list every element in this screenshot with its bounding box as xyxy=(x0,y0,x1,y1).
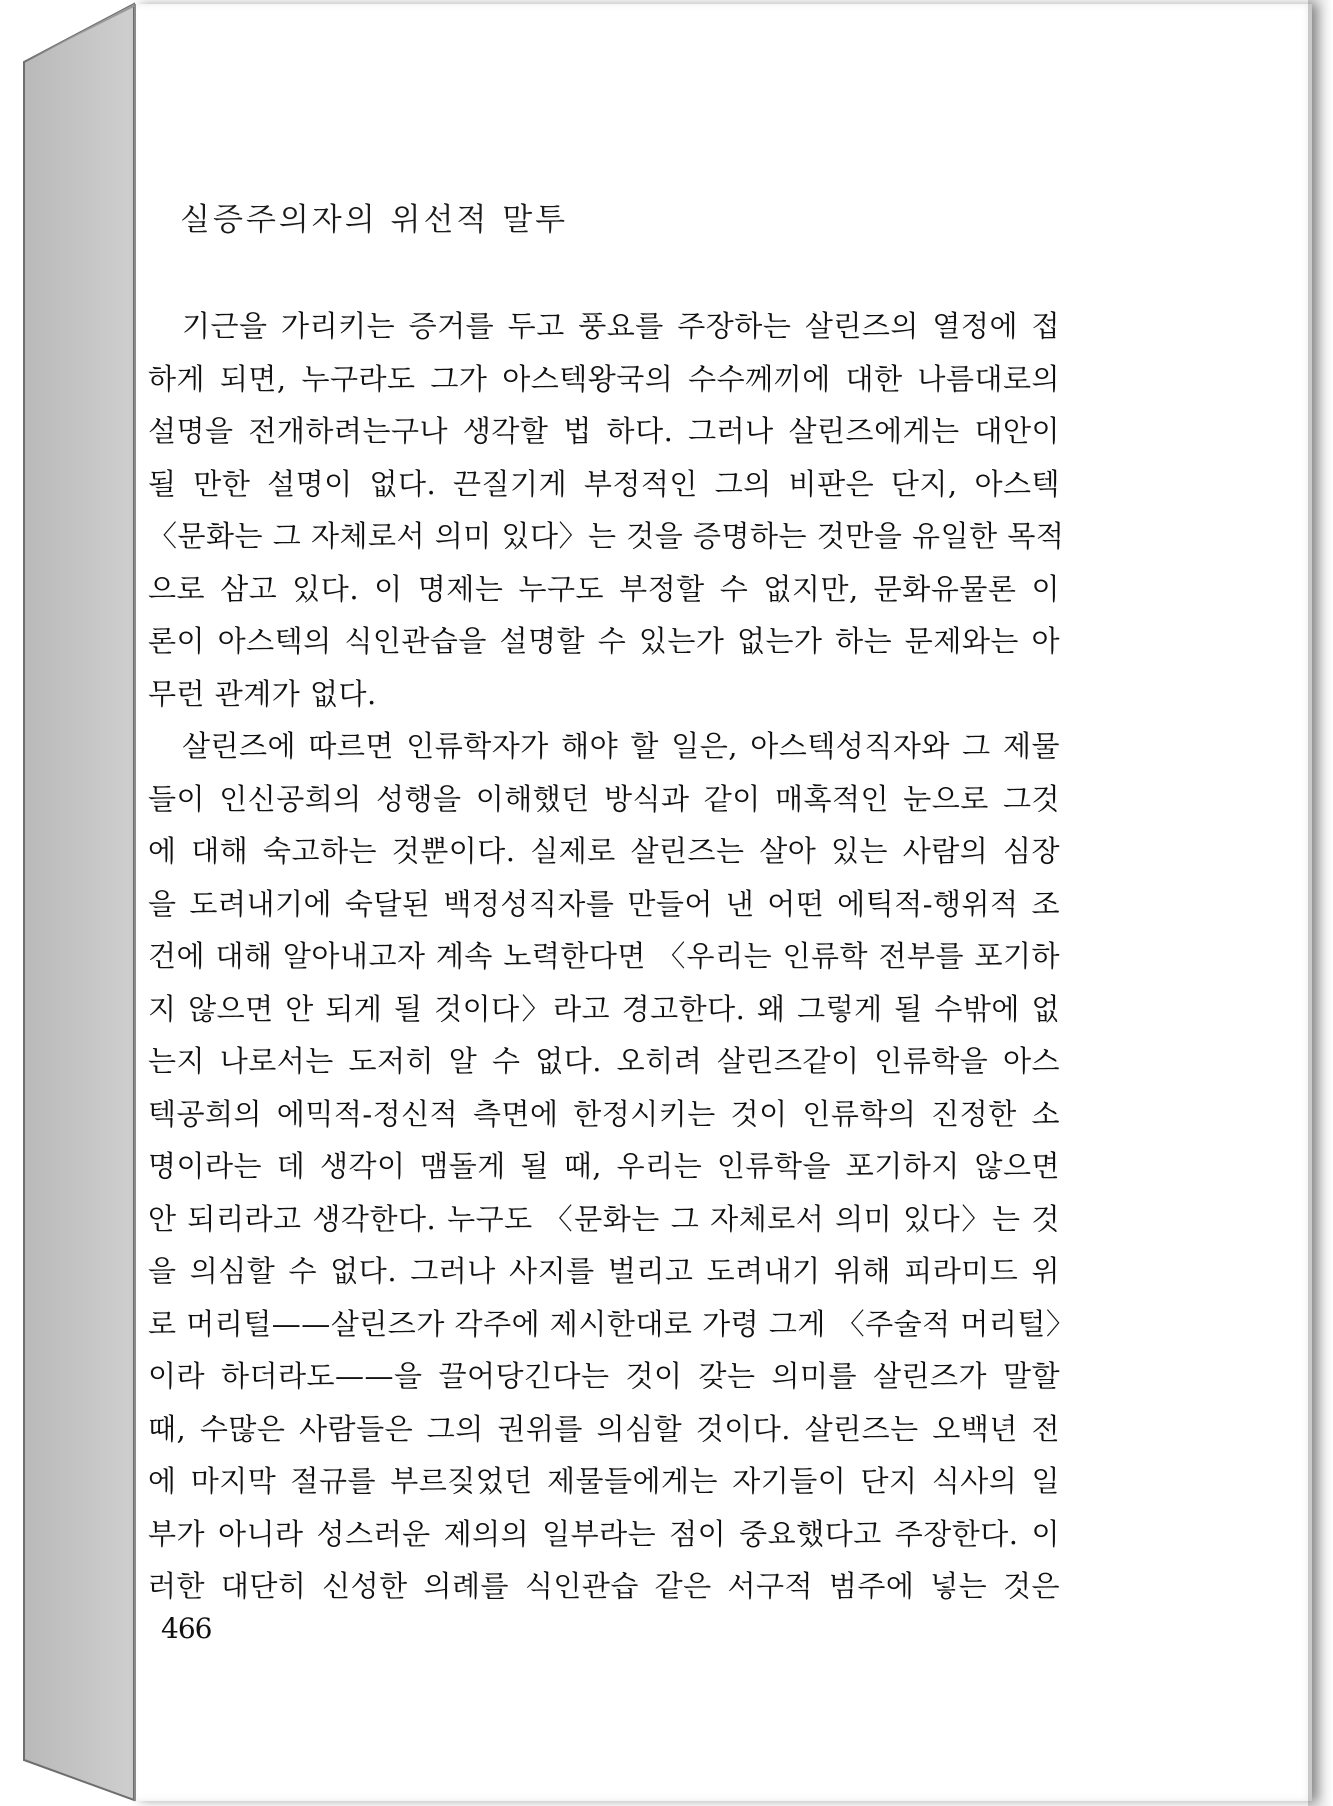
text-line: 안 되리라고 생각한다. 누구도 〈문화는 그 자체로서 의미 있다〉는 것 xyxy=(148,1201,1060,1236)
text-line: 〈문화는 그 자체로서 의미 있다〉는 것을 증명하는 것만을 유일한 목적 xyxy=(148,519,1065,553)
text-line: 이라 하더라도——을 끌어당긴다는 것이 갖는 의미를 살린즈가 말할 xyxy=(148,1359,1060,1393)
text-line: 을 의심할 수 없다. 그러나 사지를 벌리고 도려내기 위해 피라미드 위 xyxy=(148,1254,1060,1288)
text-line: 론이 아스텍의 식인관습을 설명할 수 있는가 없는가 하는 문제와는 아 xyxy=(148,624,1060,658)
text-line: 될 만한 설명이 없다. 끈질기게 부정적인 그의 비판은 단지, 아스텍 xyxy=(148,466,1060,501)
text-line: 기근을 가리키는 증거를 두고 풍요를 주장하는 살린즈의 열정에 접 xyxy=(182,309,1060,343)
text-line: 을 도려내기에 숙달된 백정성직자를 만들어 낸 어떤 에틱적-행위적 조 xyxy=(148,886,1060,921)
text-line: 무런 관계가 없다. xyxy=(148,676,377,711)
text-line: 하게 되면, 누구라도 그가 아스텍왕국의 수수께끼에 대한 나름대로의 xyxy=(148,361,1060,396)
text-line: 에 마지막 절규를 부르짖었던 제물들에게는 자기들이 단지 식사의 일 xyxy=(148,1464,1060,1498)
text-line: 에 대해 숙고하는 것뿐이다. 실제로 살린즈는 살아 있는 사람의 심장 xyxy=(148,834,1060,868)
section-heading: 실증주의자의 위선적 말투 xyxy=(180,202,569,238)
text-line: 때, 수많은 사람들은 그의 권위를 의심할 것이다. 살린즈는 오백년 전 xyxy=(148,1411,1060,1446)
text-line: 텍공희의 에믹적-정신적 측면에 한정시키는 것이 인류학의 진정한 소 xyxy=(148,1096,1060,1131)
book-spine xyxy=(24,4,134,1800)
page-number: 466 xyxy=(161,1612,212,1645)
text-line: 지 않으면 안 되게 될 것이다〉라고 경고한다. 왜 그렇게 될 수밖에 없 xyxy=(148,991,1060,1026)
text-line: 살린즈에 따르면 인류학자가 해야 할 일은, 아스텍성직자와 그 제물 xyxy=(182,729,1060,763)
text-line: 설명을 전개하려는구나 생각할 법 하다. 그러나 살린즈에게는 대안이 xyxy=(148,414,1060,448)
text-line: 부가 아니라 성스러운 제의의 일부라는 점이 중요했다고 주장한다. 이 xyxy=(148,1516,1060,1551)
body-text xyxy=(148,300,1076,1613)
text-line: 들이 인신공희의 성행을 이해했던 방식과 같이 매혹적인 눈으로 그것 xyxy=(148,781,1060,816)
page-edge-shadow xyxy=(1308,0,1333,1806)
text-line: 으로 삼고 있다. 이 명제는 누구도 부정할 수 없지만, 문화유물론 이 xyxy=(148,571,1060,606)
text-line: 명이라는 데 생각이 맴돌게 될 때, 우리는 인류학을 포기하지 않으면 xyxy=(148,1149,1060,1183)
text-line: 러한 대단히 신성한 의례를 식인관습 같은 서구적 범주에 넣는 것은 xyxy=(148,1569,1060,1603)
text-line: 는지 나로서는 도저히 알 수 없다. 오히려 살린즈같이 인류학을 아스 xyxy=(148,1044,1060,1078)
text-line: 로 머리털——살린즈가 각주에 제시한대로 가령 그게 〈주술적 머리털〉 xyxy=(148,1306,1076,1341)
text-line: 건에 대해 알아내고자 계속 노력한다면 〈우리는 인류학 전부를 포기하 xyxy=(148,939,1060,973)
